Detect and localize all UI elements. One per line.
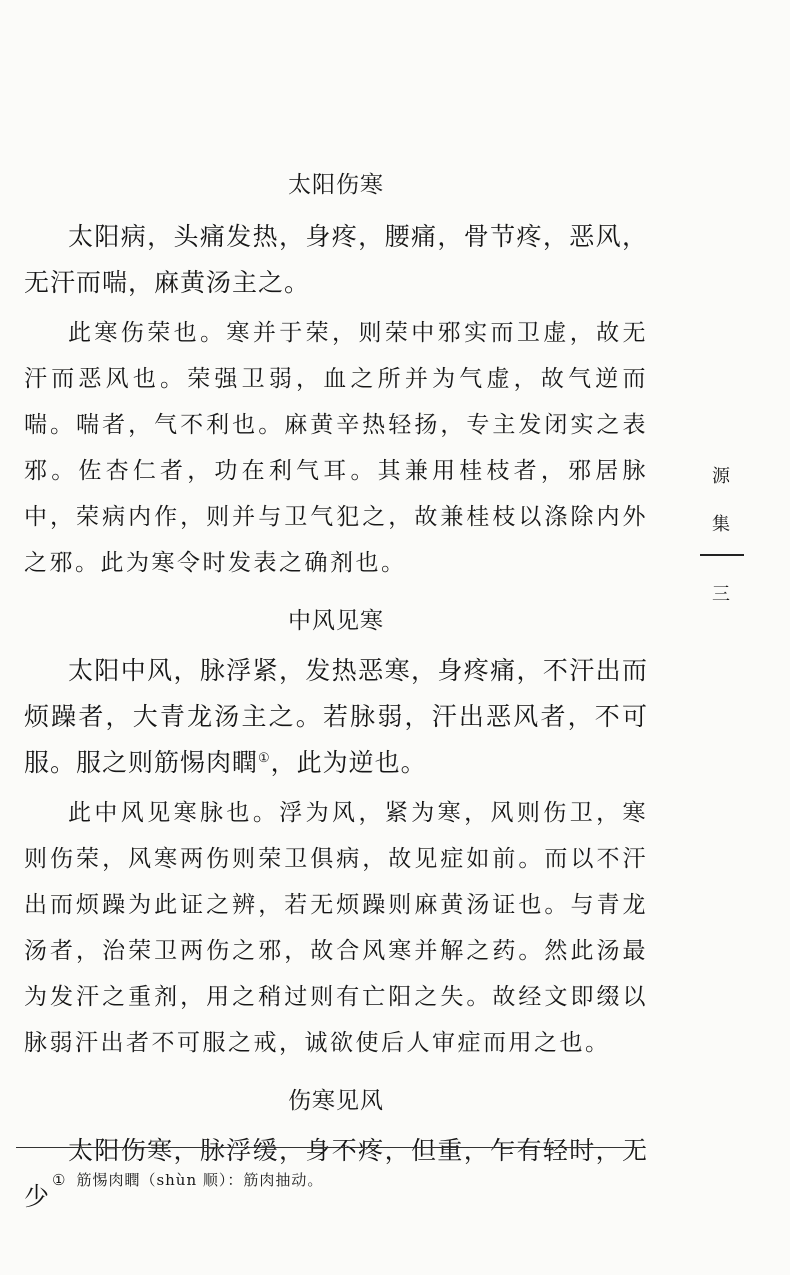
footnote: [52, 1170, 323, 1190]
footnote-text: 筋惕肉瞤（shùn 顺）：筋肉抽动。: [76, 1171, 324, 1189]
side-tab-title-char: 集: [712, 514, 730, 535]
commentary-paragraph: 此寒伤荣也。寒并于荣，则荣中邪实而卫虚，故无汗而恶风也。荣强卫弱，血之所并为气虚，故气逆而喘。喘者，气不利也。麻黄辛热轻扬，专主发闭实之表邪。佐杏仁者，功在利气耳。其兼用桂枝者，邪居脉中，荣病内作，则并与卫气犯之，故兼桂枝以涤除内外之邪。此为寒令时发表之确剂也。: [24, 320, 648, 576]
footnote-divider: [16, 1147, 644, 1148]
classic-verse: 太阳病，头痛发热，身疼，腰痛，骨节疼，恶风，无汗而喘，麻黄汤主之。: [24, 222, 648, 297]
side-tab-divider: [700, 554, 744, 556]
section-heading: 中风见寒: [288, 608, 384, 634]
verse-text: ，此为逆也。: [270, 748, 427, 777]
side-tab-title-char: 源: [712, 466, 730, 487]
footnote-reference[interactable]: ①: [258, 751, 271, 766]
footnote-mark: ①: [52, 1171, 67, 1189]
page-body: [24, 166, 648, 1220]
section-heading: 太阳伤寒: [288, 172, 384, 198]
verse-text: 太阳中风，脉浮紧，发热恶寒，身疼痛，不汗出而烦躁者，大青龙汤主之。若脉弱，汗出恶风者，不可服。服之则筋惕肉瞤: [24, 656, 648, 777]
commentary-paragraph: 此中风见寒脉也。浮为风，紧为寒，风则伤卫，寒则伤荣，风寒两伤则荣卫俱病，故见症如前。而以不汗出而烦躁为此证之辨，若无烦躁则麻黄汤证也。与青龙汤者，治荣卫两伤之邪，故合风寒并解之药。然此汤最为发汗之重剂，用之稍过则有亡阳之失。故经文即缀以脉弱汗出者不可服之戒，诚欲使后人审症而用之也。: [24, 800, 648, 1056]
classic-verse: [24, 648, 648, 786]
classic-verse: 太阳伤寒，脉浮缓，身不疼，但重，乍有轻时，无少: [24, 1136, 648, 1211]
page-number: 三: [712, 584, 730, 605]
section-heading: 伤寒见风: [288, 1088, 384, 1114]
